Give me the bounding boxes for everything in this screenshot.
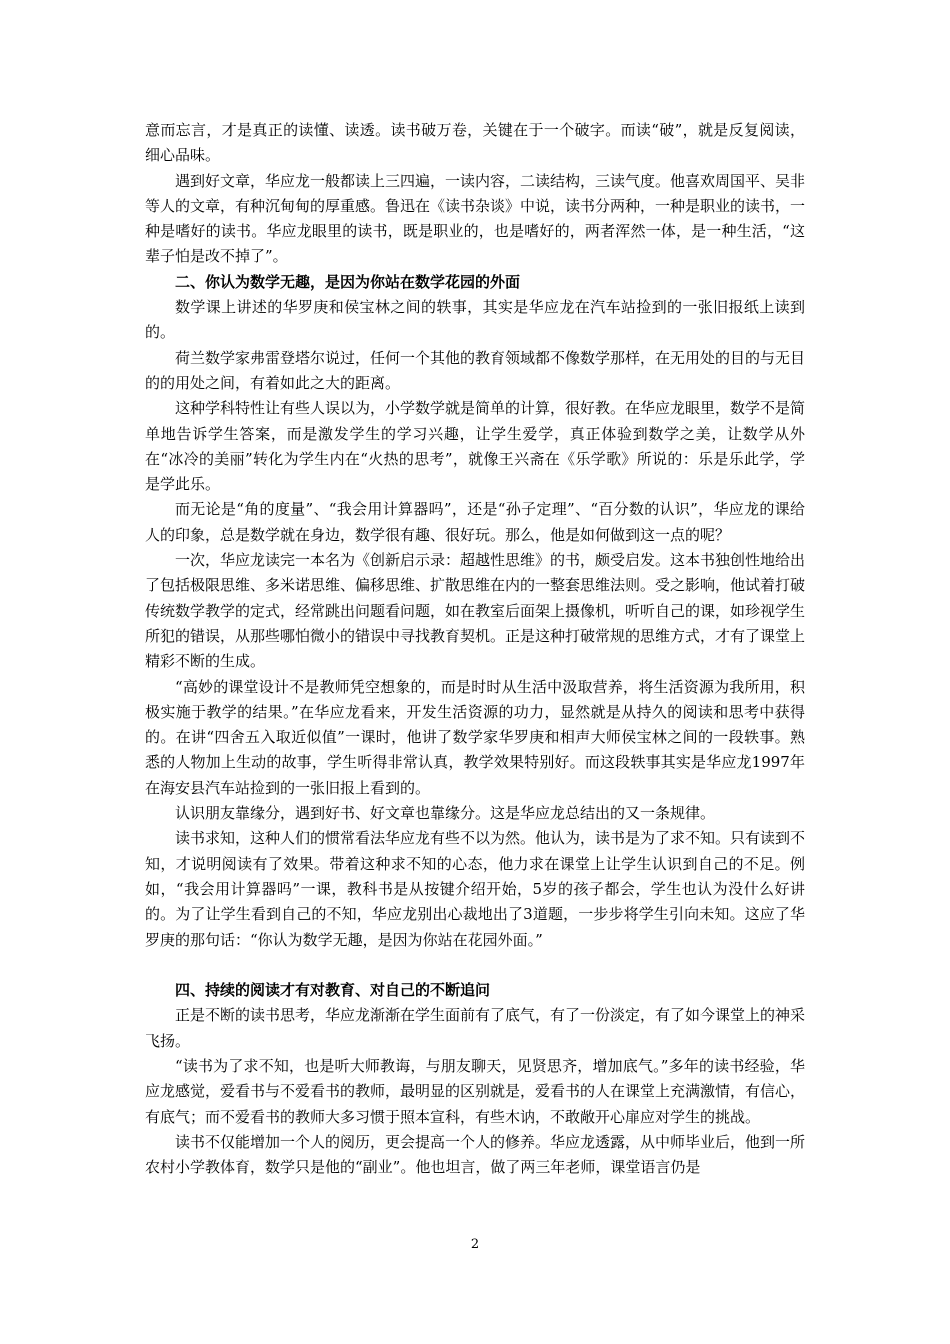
body-paragraph: 意而忘言，才是真正的读懂、读透。读书破万卷，关键在于一个破字。而读“破”，就是反复阅读，细心品味。	[145, 121, 805, 165]
section-heading: 二、你认为数学无趣，是因为你站在数学花园的外面	[175, 272, 521, 291]
body-paragraph: 一次，华应龙读完一本名为《创新启示录：超越性思维》的书，颇受启发。这本书独创性地给出了包括极限思维、多米诺思维、偏移思维、扩散思维在内的一整套思维法则。受之影响，他试着打破传统数学教学的定式，经常跳出问题看问题，如在教室后面架上摄像机，听听自己的课，如珍视学生所犯的错误，从那些哪怕微小的错误中寻找教育契机。正是这种打破常规的思维方式，才有了课堂上精彩不断的生成。	[145, 551, 806, 671]
section-heading: 四、持续的阅读才有对教育、对自己的不断追问	[175, 981, 491, 1000]
page-number: 2	[470, 1237, 480, 1252]
body-paragraph: 而无论是“角的度量”、“我会用计算器吗”，还是“孙子定理”、“百分数的认识”，华应龙的课给人的印象，总是数学就在身边，数学很有趣、很好玩。那么，他是如何做到这一点的呢？	[145, 500, 805, 544]
body-paragraph: “高妙的课堂设计不是教师凭空想象的，而是时时从生活中汲取营养，将生活资源为我所用，积极实施于教学的结果。”在华应龙看来，开发生活资源的功力，显然就是从持久的阅读和思考中获得的。在讲“四舍五入取近似值”一课时，他讲了数学家华罗庚和相声大师侯宝林之间的一段轶事。熟悉的人物加上生动的故事，学生听得非常认真，教学效果特别好。而这段轶事其实是华应龙1997年在海安县汽车站捡到的一张旧报上看到的。	[145, 677, 805, 797]
blank-line	[145, 953, 805, 978]
body-paragraph: 认识朋友靠缘分，遇到好书、好文章也靠缘分。这是华应龙总结出的又一条规律。	[175, 804, 716, 823]
body-paragraph: 遇到好文章，华应龙一般都读上三四遍，一读内容，二读结构，三读气度。他喜欢周国平、吴非等人的文章，有种沉甸甸的厚重感。鲁迅在《读书杂谈》中说，读书分两种，一种是职业的读书，一种是嗜好的读书。华应龙眼里的读书，既是职业的，也是嗜好的，两者浑然一体，是一种生活，“这辈子怕是改不掉了”。	[145, 171, 806, 266]
body-paragraph: “读书为了求不知，也是听大师教诲，与朋友聊天，见贤思齐，增加底气。”多年的读书经验，华应龙感觉，爱看书与不爱看书的教师，最明显的区别就是，爱看书的人在课堂上充满激情，有信心，有底气；而不爱看书的教师大多习惯于照本宣科，有些木讷，不敢敞开心扉应对学生的挑战。	[145, 1056, 806, 1126]
body-paragraph: 荷兰数学家弗雷登塔尔说过，任何一个其他的教育领域都不像数学那样，在无用处的目的与无目的的用处之间，有着如此之大的距离。	[145, 348, 806, 392]
body-paragraph: 这种学科特性让有些人误以为，小学数学就是简单的计算，很好教。在华应龙眼里，数学不是简单地告诉学生答案，而是激发学生的学习兴趣，让学生爱学，真正体验到数学之美，让数学从外在“冰冷的美丽”转化为学生内在“火热的思考”，就像王兴斋在《乐学歌》所说的：乐是乐此学，学是学此乐。	[145, 399, 806, 494]
body-paragraph: 正是不断的读书思考，华应龙渐渐在学生面前有了底气，有了一份淡定，有了如今课堂上的神采飞扬。	[145, 1006, 806, 1050]
page-content	[145, 118, 805, 1180]
body-paragraph: 数学课上讲述的华罗庚和侯宝林之间的轶事，其实是华应龙在汽车站捡到的一张旧报纸上读到的。	[145, 298, 805, 342]
body-paragraph: 读书不仅能增加一个人的阅历，更会提高一个人的修养。华应龙透露，从中师毕业后，他到一所农村小学教体育，数学只是他的“副业”。他也坦言，做了两三年老师，课堂语言仍是	[145, 1132, 806, 1177]
body-paragraph: 读书求知，这种人们的惯常看法华应龙有些不以为然。他认为，读书是为了求不知。只有读到不知，才说明阅读有了效果。带着这种求不知的心态，他力求在课堂上让学生认识到自己的不足。例如，“我会用计算器吗”一课，教科书是从按键介绍开始，5岁的孩子都会，学生也认为没什么好讲的。为了让学生看到自己的不知，华应龙别出心裁地出了3道题，一步步将学生引向未知。这应了华罗庚的那句话：“你认为数学无趣，是因为你站在花园外面。”	[145, 829, 806, 949]
